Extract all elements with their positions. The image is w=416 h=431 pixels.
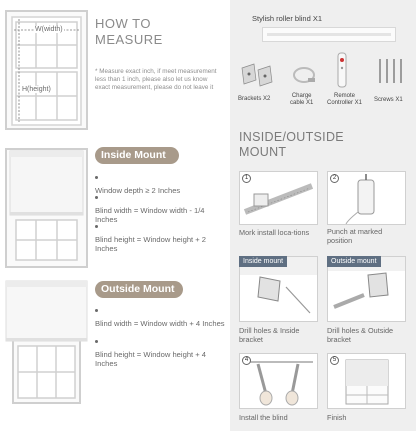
step-number: 5 bbox=[330, 356, 339, 365]
finished-blind-illustration bbox=[328, 354, 405, 408]
outside-bullet: Blind height = Window height + 4 Inches bbox=[95, 340, 225, 369]
step-2-label: Punch at marked position bbox=[327, 227, 383, 245]
install-title: INSIDE/OUTSIDE MOUNT bbox=[239, 130, 344, 159]
step-4-image bbox=[239, 353, 318, 409]
roller-blind-rail-image bbox=[262, 27, 396, 42]
step-5-label: Finish bbox=[327, 413, 347, 422]
step-number: 2 bbox=[330, 174, 339, 183]
height-label: H(height) bbox=[22, 86, 51, 93]
charge-cable-image bbox=[290, 62, 318, 88]
step-number: 1 bbox=[242, 174, 251, 183]
step-3-inside-label: Drill holes & Inside bracket bbox=[239, 326, 300, 344]
step-number: 4 bbox=[242, 356, 251, 365]
inside-mount-illustration bbox=[5, 148, 88, 268]
measure-note: * Measure exact inch, if meet measurement less than 1 inch, please also let us know exact measurement, please do not leave it bbox=[95, 68, 217, 91]
step-2-image bbox=[327, 171, 406, 225]
step-1-label: Mork install loca-tions bbox=[239, 228, 310, 237]
inside-mount-tag: Inside mount bbox=[239, 256, 287, 267]
remote-controller-image bbox=[335, 52, 349, 88]
outside-bullet: Blind width = Window width + 4 Inches bbox=[95, 309, 225, 328]
measure-tape-illustration bbox=[240, 172, 317, 224]
step-5-image bbox=[327, 353, 406, 409]
outside-mount-tag: Outside mount bbox=[327, 256, 381, 267]
outside-mount-illustration bbox=[5, 280, 88, 405]
drill-illustration bbox=[328, 172, 405, 224]
brackets-label: Brackets X2 bbox=[238, 96, 271, 102]
how-to-measure-title: HOW TO MEASURE bbox=[95, 16, 163, 47]
screws-label: Screws X1 bbox=[374, 97, 403, 103]
inside-bullet: Window depth ≥ 2 Inches bbox=[95, 176, 225, 195]
remote-label: Remote Controller X1 bbox=[327, 93, 363, 106]
install-blind-illustration bbox=[240, 354, 317, 408]
step-1-image bbox=[239, 171, 318, 225]
screws-image bbox=[375, 56, 405, 86]
package-title: Stylish roller blind X1 bbox=[252, 14, 323, 23]
outside-mount-title: Outside Mount bbox=[95, 281, 183, 298]
charge-cable-label: Charge cable X1 bbox=[290, 93, 314, 106]
inside-bullet: Blind height = Window height + 2 Inches bbox=[95, 225, 225, 254]
inside-bullet: Blind width = Window width - 1/4 Inches bbox=[95, 196, 225, 225]
step-4-label: Install the blind bbox=[239, 413, 288, 422]
width-label: W(width) bbox=[35, 26, 63, 33]
install-panel bbox=[230, 0, 416, 431]
step-3-outside-label: Drill holes & Outside bracket bbox=[327, 326, 394, 344]
brackets-image bbox=[240, 62, 274, 88]
inside-mount-title: Inside Mount bbox=[95, 147, 179, 164]
